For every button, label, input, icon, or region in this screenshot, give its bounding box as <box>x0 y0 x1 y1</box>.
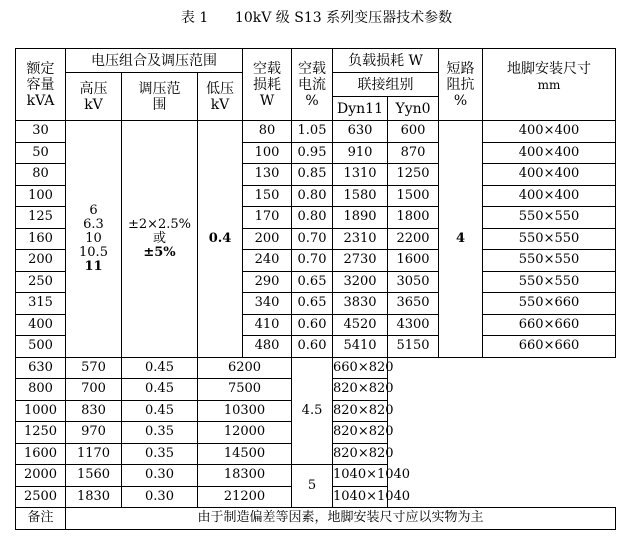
cell-load-loss: 21200 <box>198 486 292 508</box>
cell-dyn11: 1580 <box>333 185 388 207</box>
cell-dyn11: 3200 <box>333 271 388 293</box>
cell-p0: 240 <box>243 250 292 272</box>
cell-kva: 50 <box>16 142 66 164</box>
cell-i0: 0.65 <box>292 271 333 293</box>
cell-mount: 660×660 <box>483 314 616 336</box>
cell-i0: 0.30 <box>122 486 198 508</box>
impedance-4-5: 4.5 <box>292 357 333 465</box>
header-load-loss: 负载损耗 W <box>333 49 439 73</box>
cell-i0: 0.45 <box>122 357 198 379</box>
cell-mount: 1040×1040 <box>333 486 388 508</box>
cell-p0: 290 <box>243 271 292 293</box>
hv-values: 6 6.3 10 10.5 11 <box>66 121 122 358</box>
cell-kva: 315 <box>16 293 66 315</box>
cell-p0: 830 <box>66 400 122 422</box>
cell-kva: 125 <box>16 207 66 229</box>
header-row-1 <box>16 49 616 73</box>
cell-yyn0: 3650 <box>388 293 439 315</box>
header-capacity: 额定 容量 kVA <box>16 49 66 121</box>
cell-dyn11: 2310 <box>333 228 388 250</box>
cell-yyn0: 2200 <box>388 228 439 250</box>
cell-yyn0: 5150 <box>388 336 439 358</box>
cell-load-loss: 18300 <box>198 465 292 487</box>
cell-yyn0: 3050 <box>388 271 439 293</box>
cell-mount: 550×550 <box>483 207 616 229</box>
cell-i0: 0.95 <box>292 142 333 164</box>
cell-p0: 170 <box>243 207 292 229</box>
header-connection: 联接组别 <box>333 73 439 97</box>
cell-kva: 2000 <box>16 465 66 487</box>
cell-mount: 820×820 <box>333 443 388 465</box>
cell-mount: 550×550 <box>483 271 616 293</box>
cell-load-loss: 14500 <box>198 443 292 465</box>
cell-i0: 0.70 <box>292 228 333 250</box>
cell-mount: 550×660 <box>483 293 616 315</box>
cell-dyn11: 1310 <box>333 164 388 186</box>
table-row <box>16 121 616 143</box>
header-impedance: 短路 阻抗 % <box>439 49 483 121</box>
cell-p0: 570 <box>66 357 122 379</box>
impedance-4: 4 <box>439 121 483 358</box>
cell-dyn11: 3830 <box>333 293 388 315</box>
cell-yyn0: 1600 <box>388 250 439 272</box>
cell-i0: 0.60 <box>292 336 333 358</box>
header-tap: 调压范 围 <box>122 73 198 121</box>
note-row <box>16 508 616 530</box>
cell-mount: 820×820 <box>333 400 388 422</box>
cell-kva: 160 <box>16 228 66 250</box>
spec-table <box>15 48 616 530</box>
note-label: 备注 <box>16 508 66 530</box>
cell-mount: 660×820 <box>333 357 388 379</box>
cell-yyn0: 1250 <box>388 164 439 186</box>
cell-load-loss: 10300 <box>198 400 292 422</box>
cell-i0: 0.65 <box>292 293 333 315</box>
header-noload-current: 空载 电流 % <box>292 49 333 121</box>
table-row <box>16 357 616 379</box>
cell-kva: 250 <box>16 271 66 293</box>
cell-i0: 0.85 <box>292 164 333 186</box>
cell-p0: 200 <box>243 228 292 250</box>
cell-mount: 550×550 <box>483 228 616 250</box>
impedance-5: 5 <box>292 465 333 508</box>
cell-load-loss: 6200 <box>198 357 292 379</box>
cell-load-loss: 12000 <box>198 422 292 444</box>
tap-values: ±2×2.5% 或 ±5% <box>122 121 198 358</box>
cell-kva: 100 <box>16 185 66 207</box>
cell-load-loss: 7500 <box>198 379 292 401</box>
table-title: 表 1 10kV 级 S13 系列变压器技术参数 <box>180 10 453 26</box>
cell-mount: 1040×1040 <box>333 465 388 487</box>
lv-value: 0.4 <box>198 121 243 358</box>
cell-i0: 0.45 <box>122 400 198 422</box>
cell-kva: 200 <box>16 250 66 272</box>
cell-i0: 0.30 <box>122 465 198 487</box>
header-dyn11: Dyn11 <box>333 97 388 121</box>
header-noload-loss: 空载 损耗 W <box>243 49 292 121</box>
cell-mount: 820×820 <box>333 379 388 401</box>
cell-kva: 80 <box>16 164 66 186</box>
cell-p0: 130 <box>243 164 292 186</box>
cell-p0: 970 <box>66 422 122 444</box>
cell-kva: 800 <box>16 379 66 401</box>
cell-kva: 30 <box>16 121 66 143</box>
cell-mount: 400×400 <box>483 121 616 143</box>
cell-i0: 0.80 <box>292 185 333 207</box>
cell-mount: 400×400 <box>483 185 616 207</box>
cell-kva: 630 <box>16 357 66 379</box>
cell-dyn11: 5410 <box>333 336 388 358</box>
cell-i0: 0.35 <box>122 422 198 444</box>
cell-kva: 400 <box>16 314 66 336</box>
cell-yyn0: 600 <box>388 121 439 143</box>
header-mount: 地脚安装尺寸 mm <box>483 49 616 121</box>
cell-kva: 1000 <box>16 400 66 422</box>
cell-p0: 150 <box>243 185 292 207</box>
note-text: 由于制造偏差等因素，地脚安装尺寸应以实物为主 <box>66 508 616 530</box>
cell-p0: 700 <box>66 379 122 401</box>
cell-p0: 340 <box>243 293 292 315</box>
table-row <box>16 465 616 487</box>
cell-yyn0: 1800 <box>388 207 439 229</box>
header-voltage-group: 电压组合及调压范围 <box>66 49 243 73</box>
cell-mount: 400×400 <box>483 164 616 186</box>
cell-mount: 550×550 <box>483 250 616 272</box>
cell-i0: 0.60 <box>292 314 333 336</box>
cell-dyn11: 2730 <box>333 250 388 272</box>
cell-yyn0: 4300 <box>388 314 439 336</box>
cell-dyn11: 4520 <box>333 314 388 336</box>
header-lv: 低压 kV <box>198 73 243 121</box>
cell-p0: 100 <box>243 142 292 164</box>
cell-p0: 1560 <box>66 465 122 487</box>
cell-kva: 1600 <box>16 443 66 465</box>
cell-kva: 2500 <box>16 486 66 508</box>
cell-p0: 1170 <box>66 443 122 465</box>
header-yyn0: Yyn0 <box>388 97 439 121</box>
cell-i0: 0.80 <box>292 207 333 229</box>
cell-kva: 500 <box>16 336 66 358</box>
cell-p0: 80 <box>243 121 292 143</box>
cell-p0: 410 <box>243 314 292 336</box>
cell-kva: 1250 <box>16 422 66 444</box>
cell-dyn11: 910 <box>333 142 388 164</box>
cell-dyn11: 630 <box>333 121 388 143</box>
cell-mount: 820×820 <box>333 422 388 444</box>
cell-i0: 0.45 <box>122 379 198 401</box>
cell-p0: 480 <box>243 336 292 358</box>
cell-mount: 660×660 <box>483 336 616 358</box>
cell-yyn0: 1500 <box>388 185 439 207</box>
cell-i0: 0.70 <box>292 250 333 272</box>
cell-i0: 1.05 <box>292 121 333 143</box>
header-hv: 高压 kV <box>66 73 122 121</box>
cell-dyn11: 1890 <box>333 207 388 229</box>
cell-i0: 0.35 <box>122 443 198 465</box>
cell-mount: 400×400 <box>483 142 616 164</box>
cell-p0: 1830 <box>66 486 122 508</box>
cell-yyn0: 870 <box>388 142 439 164</box>
